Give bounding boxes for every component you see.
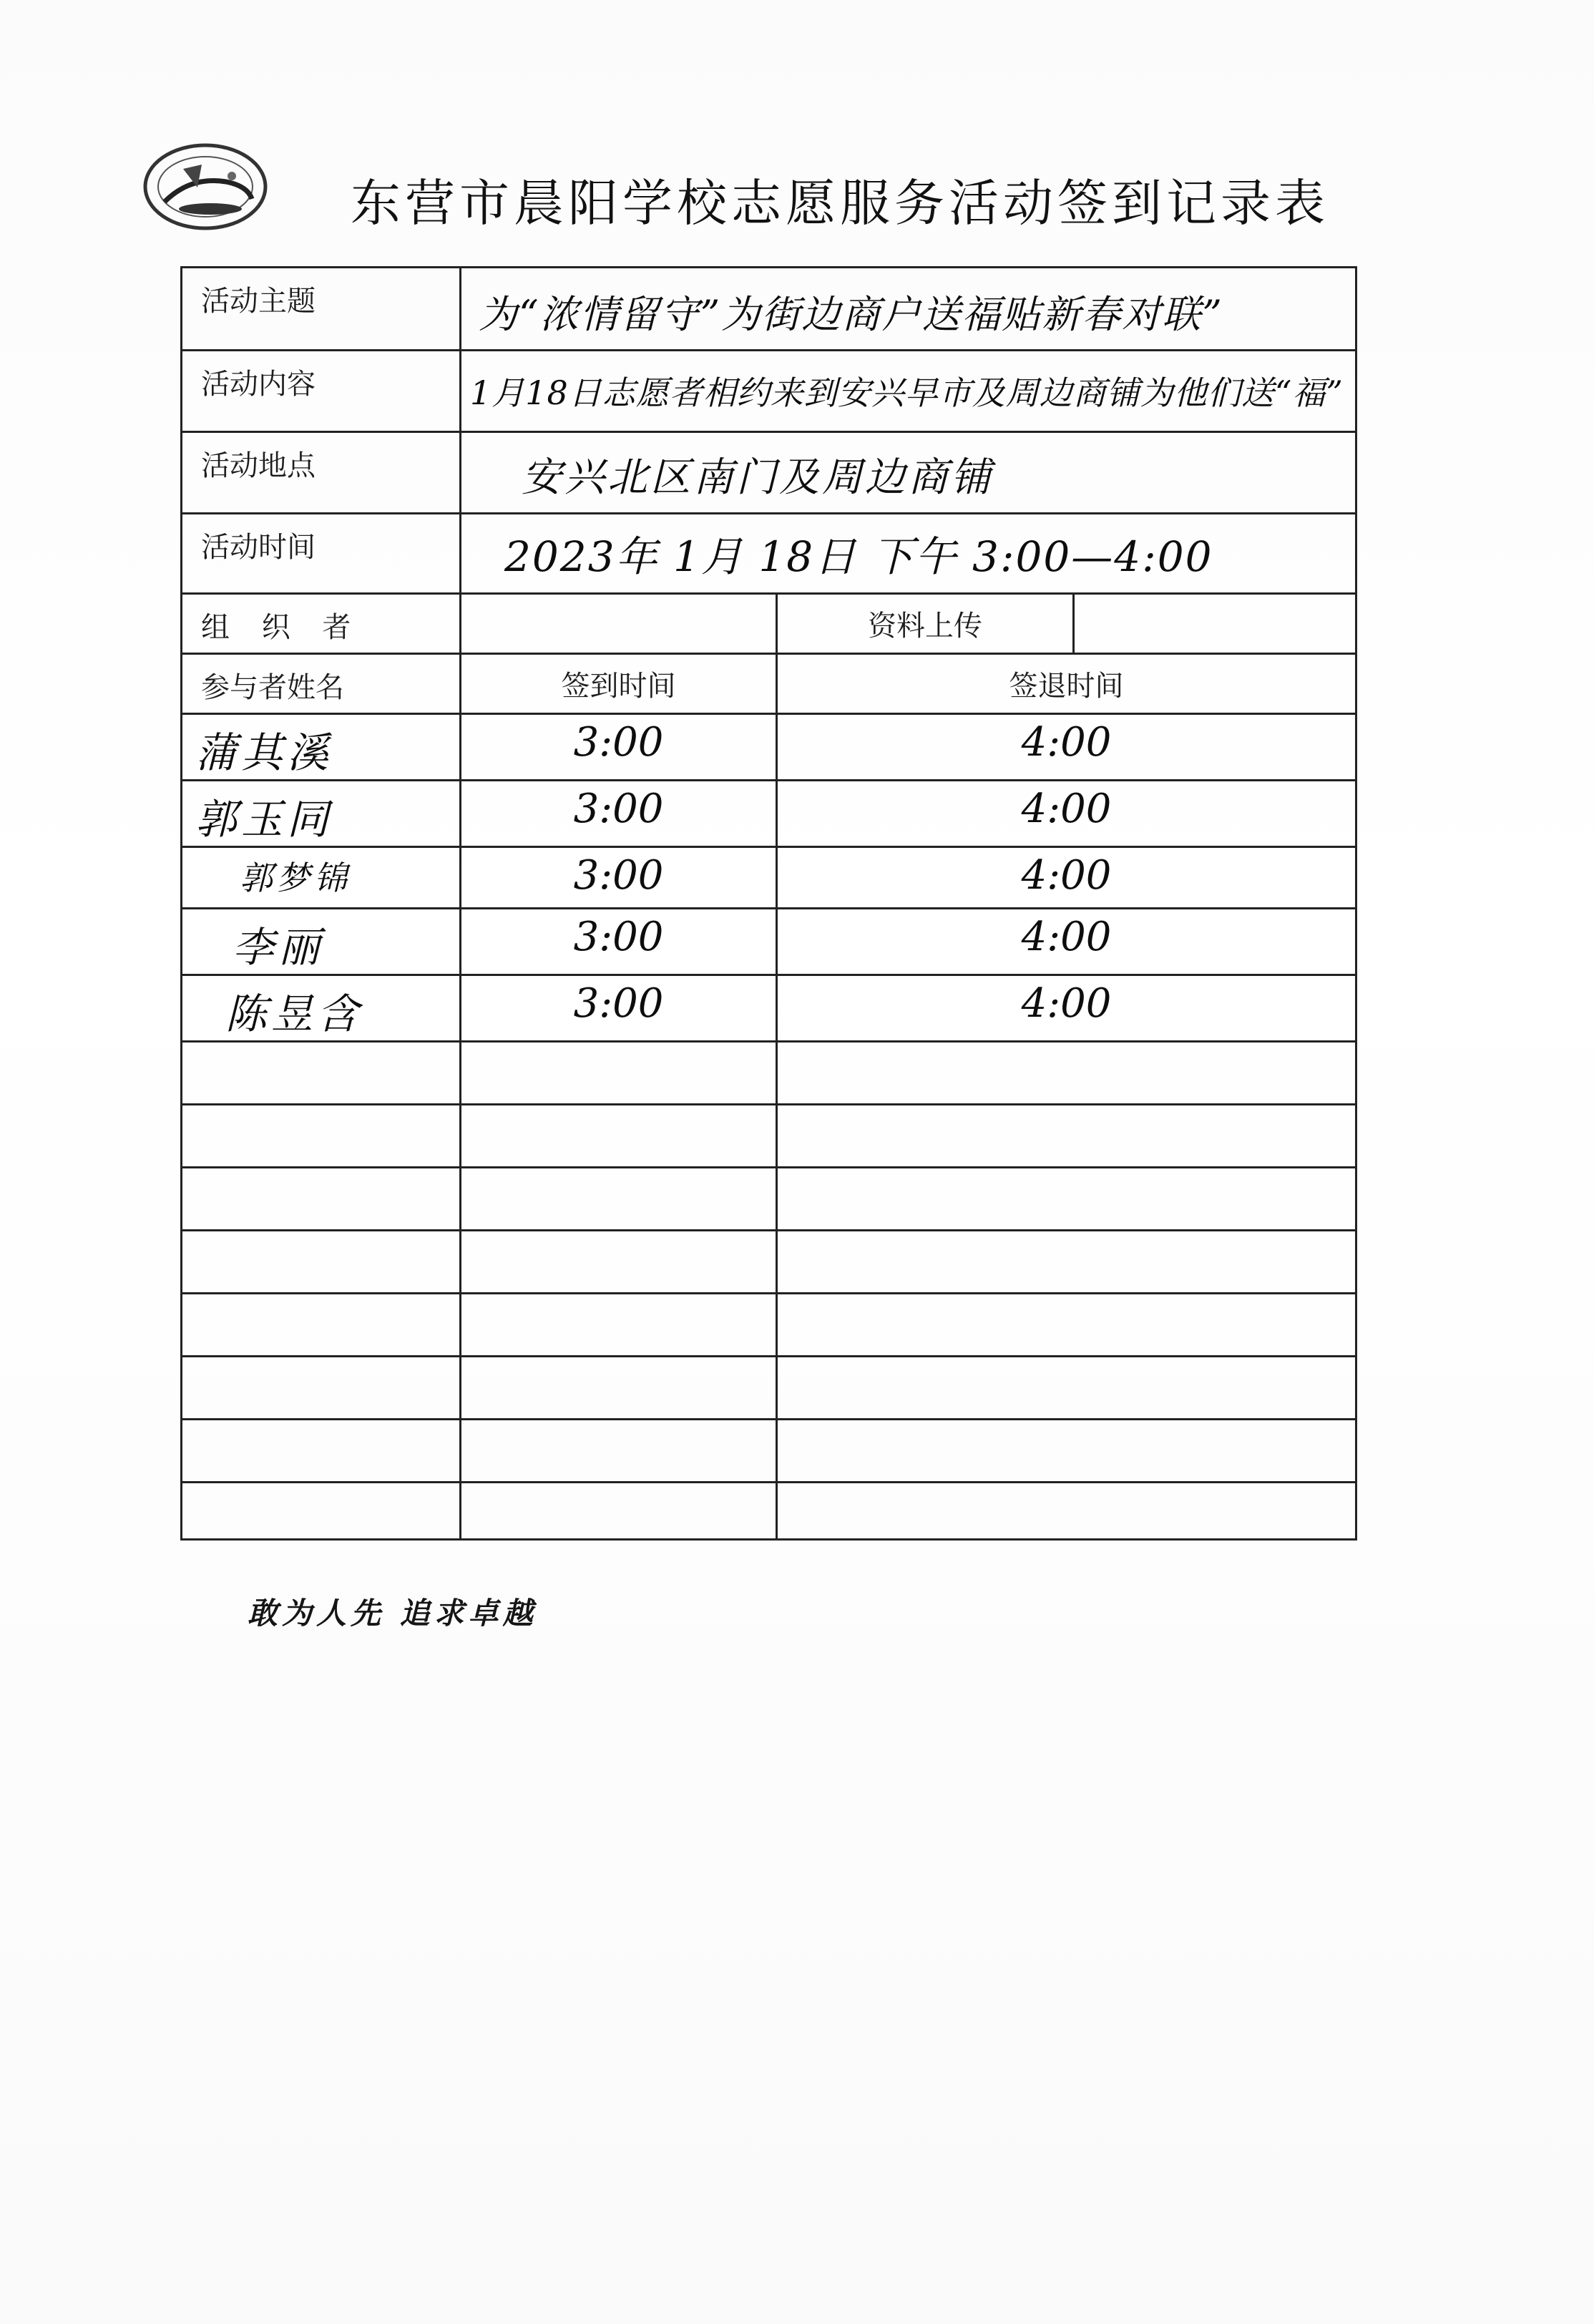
attendee-row (182, 714, 1356, 781)
time-value-cell (461, 514, 1356, 594)
attendee-row (182, 781, 1356, 847)
attendee-signout-time: 4:00 (1021, 852, 1112, 899)
attendee-signout-time: 4:00 (1021, 914, 1112, 960)
attendee-name: 蒲其溪 (195, 728, 333, 777)
attendee-signout-cell (777, 975, 1356, 1042)
location-row (182, 432, 1356, 514)
location-value: 安兴北区南门及周边商铺 (522, 454, 994, 501)
time-value: 2023年 1月 18日 下午 3:00—4:00 (504, 532, 1213, 581)
topic-label: 活动主题 (201, 285, 316, 318)
attendee-name: 陈昱含 (225, 990, 363, 1038)
content-row (182, 351, 1356, 432)
attendee-signout-cell (777, 781, 1356, 847)
content-label-cell (182, 351, 461, 432)
topic-value: 为“浓情留守”为街边商户送福贴新春对联” (479, 292, 1223, 337)
attendee-signin-time: 3:00 (573, 980, 664, 1027)
topic-label-cell (182, 268, 461, 351)
attendee-signin-time: 3:00 (573, 914, 664, 960)
attendee-signout-cell (777, 714, 1356, 781)
attendee-name: 李丽 (233, 923, 325, 972)
signin-header-cell (461, 654, 777, 714)
school-logo (140, 140, 270, 233)
upload-value-cell (1074, 594, 1356, 654)
signout-header-cell (777, 654, 1356, 714)
organizer-value-cell (461, 594, 777, 654)
time-label: 活动时间 (201, 531, 316, 564)
organizer-row (182, 594, 1356, 654)
attendee-row (182, 975, 1356, 1042)
empty-row (182, 1483, 1356, 1540)
name-header-cell (182, 654, 461, 714)
attendee-signout-time: 4:00 (1021, 719, 1112, 766)
location-label-cell (182, 432, 461, 514)
topic-value-cell (461, 268, 1356, 351)
empty-row (182, 1294, 1356, 1357)
attendee-signin-cell (461, 909, 777, 975)
attendee-signout-time: 4:00 (1021, 786, 1112, 832)
attendee-signin-time: 3:00 (573, 786, 664, 832)
organizer-label-cell (182, 594, 461, 654)
sign-in-record-table (180, 266, 1357, 1541)
attendee-name-cell (182, 975, 461, 1042)
attendee-name-cell (182, 781, 461, 847)
time-row (182, 514, 1356, 594)
attendee-name-cell (182, 714, 461, 781)
empty-row (182, 1357, 1356, 1420)
upload-label-cell (777, 594, 1074, 654)
attendee-name-cell (182, 909, 461, 975)
attendee-signin-cell (461, 975, 777, 1042)
attendee-name: 郭玉同 (195, 795, 333, 844)
attendee-signin-cell (461, 847, 777, 909)
attendee-row (182, 909, 1356, 975)
attendee-signin-time: 3:00 (573, 852, 664, 899)
empty-row (182, 1168, 1356, 1231)
content-value-cell (461, 351, 1356, 432)
school-motto: 敢为人先 追求卓越 (248, 1596, 537, 1631)
attendee-signin-cell (461, 781, 777, 847)
location-value-cell (461, 432, 1356, 514)
attendee-signout-cell (777, 847, 1356, 909)
attendee-name: 郭梦锦 (240, 859, 351, 897)
upload-label: 资料上传 (868, 610, 982, 643)
attendee-signin-time: 3:00 (573, 719, 664, 766)
attendee-signout-cell (777, 909, 1356, 975)
signout-column-header: 签退时间 (1009, 670, 1124, 703)
attendee-row (182, 847, 1356, 909)
attendee-signin-cell (461, 714, 777, 781)
location-label: 活动地点 (201, 449, 316, 482)
empty-row (182, 1105, 1356, 1168)
signin-column-header: 签到时间 (561, 670, 676, 703)
attendee-signout-time: 4:00 (1021, 980, 1112, 1027)
column-header-row (182, 654, 1356, 714)
empty-row (182, 1231, 1356, 1294)
empty-row (182, 1420, 1356, 1483)
form-title: 东营市晨阳学校志愿服务活动签到记录表 (351, 174, 1329, 233)
empty-row (182, 1042, 1356, 1105)
name-column-header: 参与者姓名 (201, 671, 344, 704)
topic-row (182, 268, 1356, 351)
content-value: 1月18日志愿者相约来到安兴早市及周边商铺为他们送“福” (470, 374, 1344, 412)
organizer-label: 组 织 者 (201, 611, 363, 644)
time-label-cell (182, 514, 461, 594)
attendee-name-cell (182, 847, 461, 909)
content-label: 活动内容 (201, 368, 316, 401)
